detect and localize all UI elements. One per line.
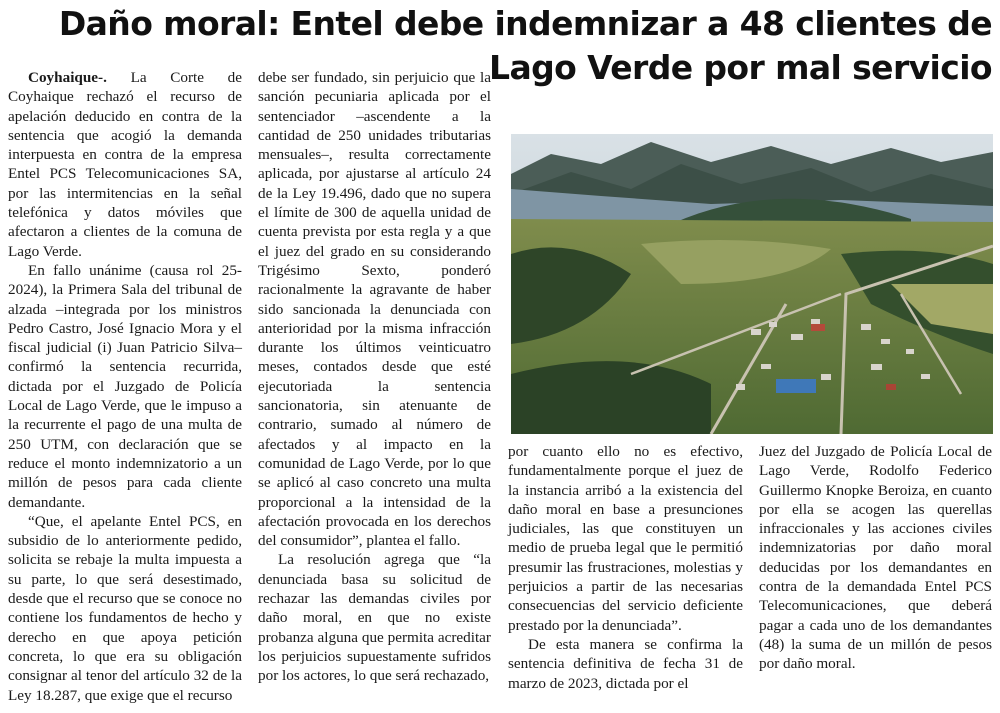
paragraph: En fallo unánime (causa rol 25-2024), la Primera Sala del tribunal de alzada –integrada por los ministros Pedro Castro, José Ignacio Mora y el fiscal judicial (i) Juan Patricio Silva– confirmó la sentencia recurrida, dictada por el Juzgado de Policía Local de Lago Verde, que le impuso a la recurrente el pago de una multa de 250 UTM, con declaración que se reduce el monto indemnizatorio a un millón de pesos para cada cliente demandante. [8, 261, 242, 511]
article-column-4 [759, 442, 992, 674]
paragraph-continued: debe ser fundado, sin perjuicio que la sanción pecuniaria aplicada por el sentenciador –ascendente a la cantidad de 250 unidades tributarias mensuales–, resulta correctamente aplicada, por ajustarse al artículo 24 de la Ley 19.496, dado que no supera el límite de 300 de aquella unidad de cuenta prevista por esta regla y a que el juez del grado en su considerando Trigésimo Sexto, ponderó racionalmente la agravante de haber sido sancionada la denunciada con anterioridad por la misma infracción durante los últimos veinticuatro meses, contados desde que esté ejecutoriada la sentencia sancionatoria, sin atenuante de contrario, sumado al número de afectados y al impacto en la comunidad de Lago Verde, por lo que se aplicó al caso concreto una multa proporcional a la intensidad de la afectación provocada en los derechos del consumidor”, plantea el fallo. [258, 69, 491, 550]
headline: Daño moral: Entel debe indemnizar a 48 clientes de Lago Verde por mal servicio [58, 4, 992, 87]
photo-illustration [511, 134, 993, 434]
article-column-1 [8, 68, 242, 705]
aerial-village-photo [511, 134, 993, 434]
paragraph: La resolución agrega que “la denunciada basa su solicitud de rechazar las demandas civiles por daño moral, en que no existe probanza alguna que permita acreditar los perjuicios supuestamente sufridos por los actores, lo que será rechazado, [258, 551, 491, 685]
paragraph-continued: Juez del Juzgado de Policía Local de Lago Verde, Rodolfo Federico Guillermo Knopke Beroiza, en cuanto por ella se acogen las querellas infraccionales y las acciones civiles indemnizatorias por daño moral deducidas por los demandantes en contra de la demandada Entel PCS Telecomunicaciones, que deberá pagar a cada uno de los demandantes (48) la suma de un millón de pesos por daño moral. [759, 443, 992, 673]
paragraph: “Que, el apelante Entel PCS, en subsidio de lo anteriormente pedido, solicita se rebaje la multa impuesta a su parte, lo que será desestimado, desde que el recurso que se conoce no contiene los fundamentos de hecho y derecho en que apoya petición concreta, lo que era su obligación consignar al tenor del artículo 32 de la Ley 18.287, que exige que el recurso [8, 512, 242, 704]
paragraph [8, 68, 242, 261]
article-column-2 [258, 68, 491, 686]
dateline: Coyhaique-. [28, 69, 107, 86]
paragraph-continued: por cuanto ello no es efectivo, fundamentalmente porque el juez de la instancia arribó a la existencia del daño moral en base a presunciones judiciales, las que constituyen un medio de prueba legal que le permitió presumir las frustraciones, molestias y perjuicios a partir de las necesarias consecuencias del servicio deficiente prestado por la denunciada”. [508, 443, 743, 634]
paragraph-text: La Corte de Coyhaique rechazó el recurso de apelación deducido en contra de la sentencia que acogió la demanda interpuesta en contra de la empresa Entel PCS Telecomunicaciones SA, por las intermitencias en la señal telefónica y datos móviles que afectaron a clientes de la comuna de Lago Verde. [8, 69, 242, 260]
paragraph: De esta manera se confirma la sentencia definitiva de fecha 31 de marzo de 2023, dictada por el [508, 635, 743, 692]
article-column-3 [508, 442, 743, 693]
